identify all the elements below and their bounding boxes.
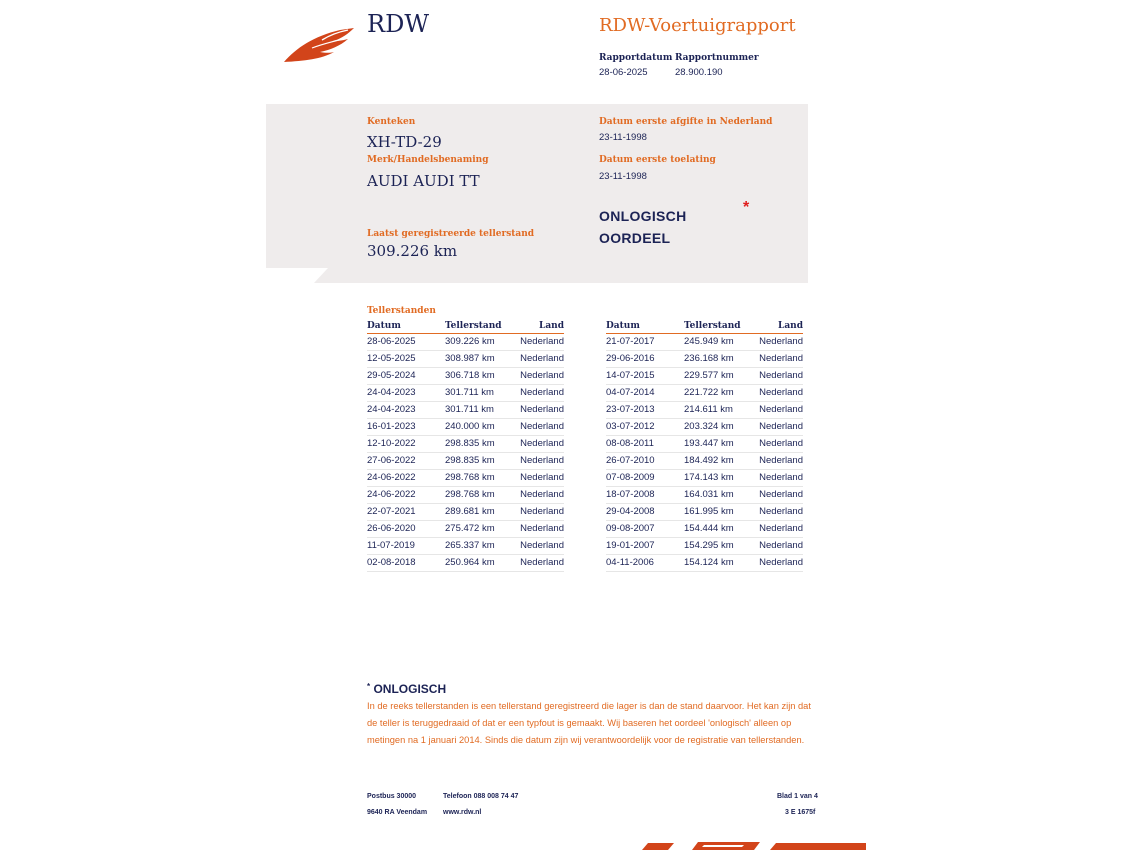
table-row [367, 521, 564, 538]
row-country: Nederland [759, 421, 803, 432]
row-odometer: 174.143 km [684, 472, 734, 483]
table-row [367, 555, 564, 572]
row-country: Nederland [759, 370, 803, 381]
row-country: Nederland [759, 523, 803, 534]
row-date: 11-07-2019 [367, 540, 415, 551]
row-date: 26-06-2020 [367, 523, 416, 534]
row-date: 24-06-2022 [367, 472, 416, 483]
afgifte-label: Datum eerste afgifte in Nederland [599, 117, 773, 127]
row-country: Nederland [520, 540, 564, 551]
table-row [367, 453, 564, 470]
table-row [606, 538, 803, 555]
row-country: Nederland [759, 489, 803, 500]
table-row [367, 368, 564, 385]
row-odometer: 275.472 km [445, 523, 495, 534]
row-date: 12-05-2025 [367, 353, 416, 364]
toelating-value: 23-11-1998 [599, 171, 647, 182]
row-odometer: 193.447 km [684, 438, 734, 449]
table-row [367, 351, 564, 368]
row-country: Nederland [759, 336, 803, 347]
row-date: 27-06-2022 [367, 455, 416, 466]
table-row [367, 385, 564, 402]
row-odometer: 161.995 km [684, 506, 734, 517]
row-country: Nederland [759, 455, 803, 466]
bottom-stripes-decoration [634, 840, 866, 850]
tellerstand-value: 309.226 km [367, 242, 458, 260]
table-row [606, 453, 803, 470]
footer-postbus: Postbus 30000 [367, 793, 417, 800]
row-country: Nederland [759, 438, 803, 449]
row-odometer: 221.722 km [684, 387, 734, 398]
footer-phone: Telefoon 088 008 74 47 [443, 793, 519, 800]
row-odometer: 306.718 km [445, 370, 495, 381]
row-odometer: 309.226 km [445, 336, 495, 347]
row-odometer: 301.711 km [445, 387, 494, 398]
table-row [606, 487, 803, 504]
row-country: Nederland [520, 455, 564, 466]
table-row [367, 487, 564, 504]
row-country: Nederland [759, 540, 803, 551]
report-date-label: Rapportdatum [599, 53, 673, 63]
rdw-wing-logo-icon [282, 26, 356, 64]
row-country: Nederland [520, 489, 564, 500]
table-row [606, 334, 803, 351]
table-row [606, 351, 803, 368]
verdict [599, 205, 686, 249]
row-date: 08-08-2011 [606, 438, 654, 449]
row-odometer: 298.768 km [445, 489, 495, 500]
row-date: 29-06-2016 [606, 353, 655, 364]
row-date: 04-11-2006 [606, 557, 654, 568]
vehicle-summary-panel [266, 104, 808, 283]
row-odometer: 240.000 km [445, 421, 495, 432]
row-date: 19-01-2007 [606, 540, 655, 551]
row-country: Nederland [759, 472, 803, 483]
kenteken-label: Kenteken [367, 117, 416, 127]
row-country: Nederland [759, 404, 803, 415]
tellerstanden-title: Tellerstanden [367, 306, 436, 316]
table-row [367, 538, 564, 555]
table-row [606, 385, 803, 402]
row-date: 29-04-2008 [606, 506, 655, 517]
row-country: Nederland [520, 421, 564, 432]
row-date: 14-07-2015 [606, 370, 655, 381]
col-land: Land [778, 321, 803, 331]
row-odometer: 154.295 km [684, 540, 734, 551]
row-date: 12-10-2022 [367, 438, 416, 449]
row-country: Nederland [520, 387, 564, 398]
table-row [606, 402, 803, 419]
row-date: 26-07-2010 [606, 455, 655, 466]
verdict-line-2: OORDEEL [599, 230, 671, 246]
row-odometer: 250.964 km [445, 557, 495, 568]
tellerstand-label: Laatst geregistreerde tellerstand [367, 229, 535, 239]
row-odometer: 289.681 km [445, 506, 495, 517]
footer-code: 3 E 1675f [785, 809, 816, 816]
verdict-line-1: ONLOGISCH [599, 208, 687, 224]
row-date: 24-04-2023 [367, 387, 416, 398]
report-number-label: Rapportnummer [675, 53, 759, 63]
footer-page: Blad 1 van 4 [777, 793, 818, 800]
row-odometer: 229.577 km [684, 370, 734, 381]
row-odometer: 236.168 km [684, 353, 734, 364]
merk-value: AUDI AUDI TT [367, 172, 480, 190]
table-row [606, 504, 803, 521]
row-date: 04-07-2014 [606, 387, 655, 398]
row-date: 09-08-2007 [606, 523, 655, 534]
table-row [367, 334, 564, 351]
merk-label: Merk/Handelsbenaming [367, 155, 489, 165]
brand-name: RDW [367, 10, 429, 38]
table-row [606, 470, 803, 487]
row-country: Nederland [520, 438, 564, 449]
row-country: Nederland [759, 506, 803, 517]
toelating-label: Datum eerste toelating [599, 155, 716, 165]
odometer-table-right [606, 321, 803, 572]
row-date: 28-06-2025 [367, 336, 416, 347]
row-date: 18-07-2008 [606, 489, 655, 500]
row-odometer: 298.768 km [445, 472, 495, 483]
row-odometer: 214.611 km [684, 404, 733, 415]
row-country: Nederland [759, 353, 803, 364]
table-row [367, 504, 564, 521]
row-date: 03-07-2012 [606, 421, 655, 432]
note-marker: * [367, 682, 371, 691]
note-title-text: ONLOGISCH [373, 682, 447, 696]
table-header [606, 321, 803, 334]
afgifte-value: 23-11-1998 [599, 132, 647, 143]
row-date: 21-07-2017 [606, 336, 655, 347]
verdict-marker: * [743, 199, 750, 216]
row-date: 24-06-2022 [367, 489, 416, 500]
col-datum: Datum [367, 321, 401, 331]
row-odometer: 301.711 km [445, 404, 494, 415]
report-title: RDW-Voertuigrapport [599, 15, 796, 36]
col-datum: Datum [606, 321, 640, 331]
report-date-value: 28-06-2025 [599, 67, 648, 78]
row-odometer: 265.337 km [445, 540, 495, 551]
table-row [367, 436, 564, 453]
row-date: 29-05-2024 [367, 370, 416, 381]
table-row [606, 555, 803, 572]
row-odometer: 298.835 km [445, 438, 495, 449]
row-odometer: 164.031 km [684, 489, 734, 500]
row-country: Nederland [520, 336, 564, 347]
row-date: 16-01-2023 [367, 421, 416, 432]
row-date: 24-04-2023 [367, 404, 416, 415]
row-odometer: 245.949 km [684, 336, 734, 347]
table-row [367, 419, 564, 436]
panel-notch [266, 268, 328, 283]
row-date: 02-08-2018 [367, 557, 416, 568]
table-row [606, 521, 803, 538]
row-odometer: 184.492 km [684, 455, 734, 466]
row-odometer: 203.324 km [684, 421, 734, 432]
note-text: In de reeks tellerstanden is een tellerstand geregistreerd die lager is dan de stand daarvoor. Het kan zijn dat de teller is teruggedraaid of dat er een typfout is gemaakt. Wij baseren het oordeel 'onlogisch' alleen op metingen na 1 januari 2014. Sinds die datum zijn wij verantwoordelijk voor de registratie van tellerstanden. [367, 701, 811, 745]
table-row [606, 368, 803, 385]
row-date: 23-07-2013 [606, 404, 655, 415]
table-row [606, 419, 803, 436]
row-date: 07-08-2009 [606, 472, 655, 483]
col-land: Land [539, 321, 564, 331]
col-tellerstand: Tellerstand [684, 321, 741, 331]
row-odometer: 154.124 km [684, 557, 734, 568]
table-row [367, 402, 564, 419]
table-row [367, 470, 564, 487]
report-number-value: 28.900.190 [675, 67, 723, 78]
table-row [606, 436, 803, 453]
odometer-table-left [367, 321, 564, 572]
footer-web[interactable]: www.rdw.nl [443, 809, 482, 816]
row-country: Nederland [520, 370, 564, 381]
row-country: Nederland [520, 557, 564, 568]
row-country: Nederland [520, 523, 564, 534]
note-title [367, 682, 446, 696]
row-country: Nederland [520, 472, 564, 483]
kenteken-value: XH-TD-29 [367, 133, 442, 151]
footer-address: 9640 RA Veendam [367, 809, 428, 816]
row-odometer: 308.987 km [445, 353, 495, 364]
row-country: Nederland [759, 557, 803, 568]
row-odometer: 298.835 km [445, 455, 495, 466]
row-country: Nederland [520, 353, 564, 364]
row-odometer: 154.444 km [684, 523, 734, 534]
row-country: Nederland [520, 506, 564, 517]
row-country: Nederland [520, 404, 564, 415]
table-header [367, 321, 564, 334]
row-country: Nederland [759, 387, 803, 398]
row-date: 22-07-2021 [367, 506, 416, 517]
col-tellerstand: Tellerstand [445, 321, 502, 331]
